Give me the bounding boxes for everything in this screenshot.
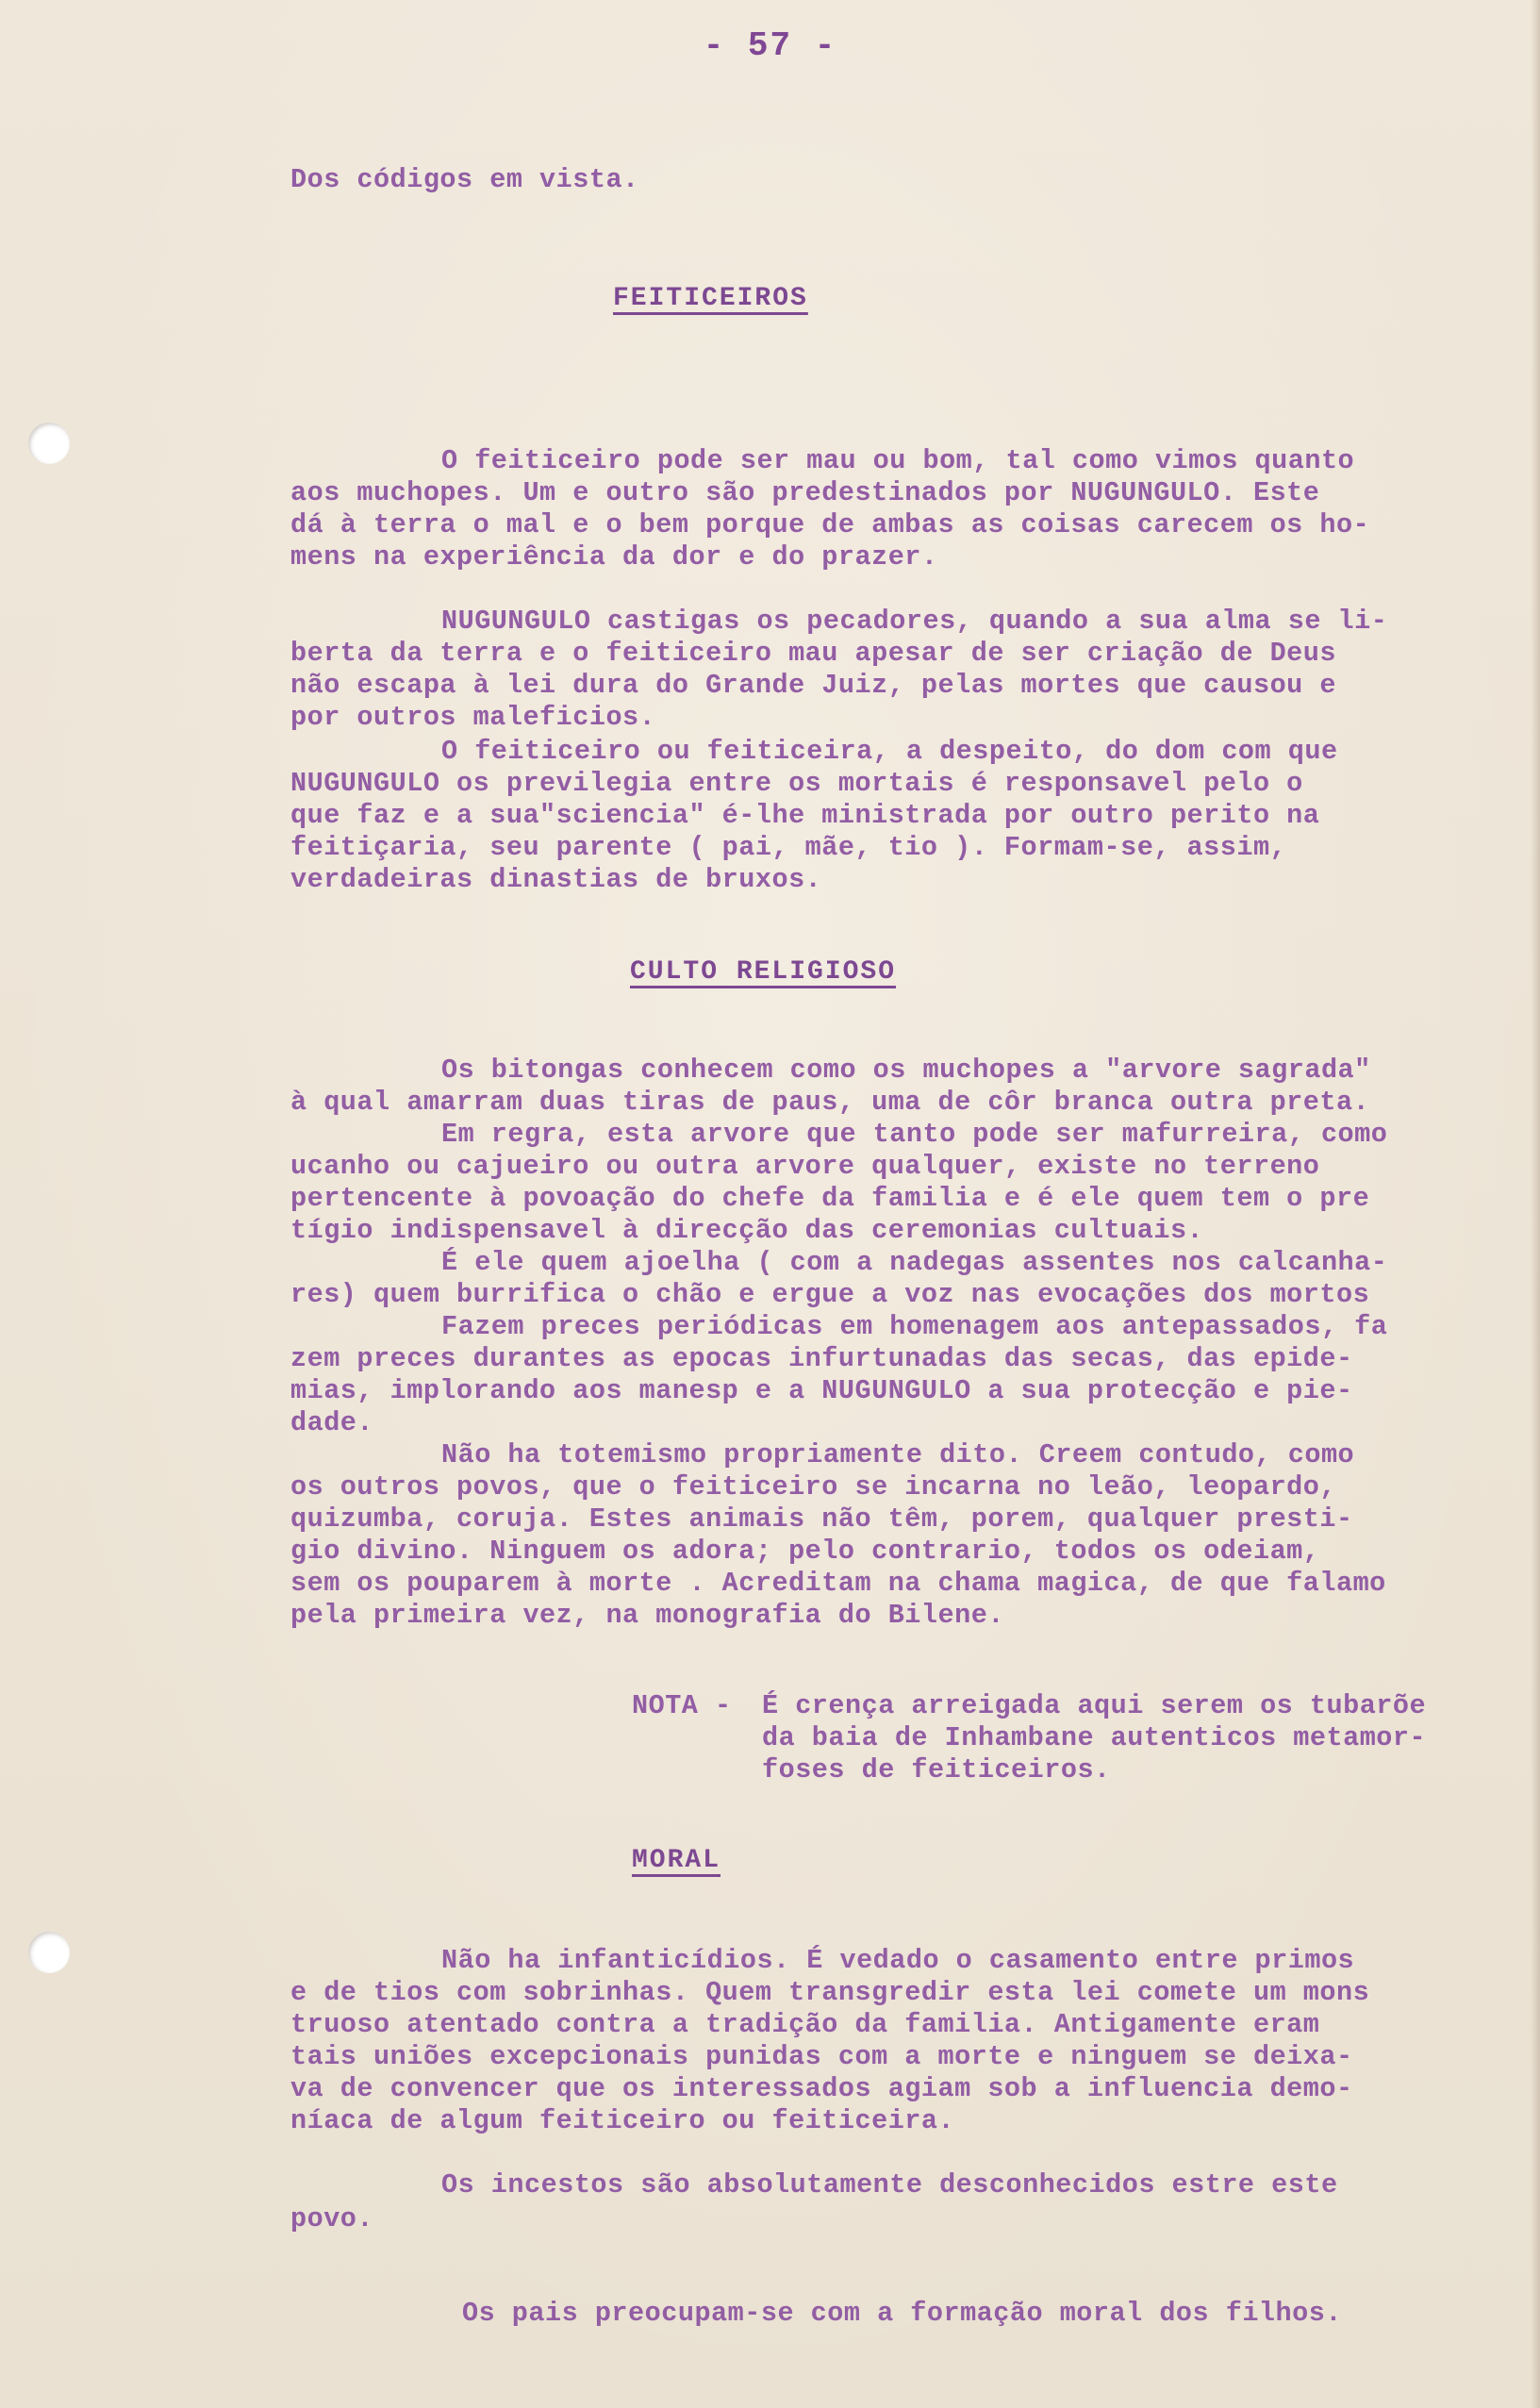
note-line: É crença arreigada aqui serem os tubarõe (762, 1690, 1427, 1721)
page-number: - 57 - (703, 26, 837, 65)
text-line: não escapa à lei dura do Grande Juiz, pelas mortes que causou e (290, 670, 1336, 701)
page-edge-shadow (1531, 0, 1540, 2408)
text-line: níaca de algum feiticeiro ou feiticeira. (290, 2105, 955, 2136)
text-line: sem os pouparem à morte . Acreditam na chama magica, de que falamo (290, 1568, 1386, 1599)
text-line: ucanho ou cajueiro ou outra arvore qualquer, existe no terreno (290, 1151, 1320, 1182)
text-line: gio divino. Ninguem os adora; pelo contrario, todos os odeiam, (290, 1536, 1320, 1567)
note-line: foses de feiticeiros. (762, 1754, 1111, 1785)
text-line: Os bitongas conhecem como os muchopes a "arvore sagrada" (441, 1055, 1371, 1086)
note-line: da baia de Inhambane autenticos metamor- (762, 1722, 1427, 1753)
text-line: à qual amarram duas tiras de paus, uma de côr branca outra preta. (290, 1087, 1370, 1118)
text-line: dade. (290, 1407, 374, 1438)
text-line: os outros povos, que o feiticeiro se incarna no leão, leopardo, (290, 1471, 1336, 1503)
text-line: dá à terra o mal e o bem porque de ambas as coisas carecem os ho- (290, 509, 1370, 540)
text-line: tais uniões excepcionais punidas com a morte e ninguem se deixa- (290, 2041, 1353, 2072)
text-line: pertencente à povoação do chefe da familia e é ele quem tem o pre (290, 1183, 1370, 1214)
text-line: quizumba, coruja. Estes animais não têm, porem, qualquer presti- (290, 1503, 1353, 1535)
text-line: O feiticeiro pode ser mau ou bom, tal como vimos quanto (441, 445, 1355, 476)
text-line: mens na experiência da dor e do prazer. (290, 541, 938, 573)
text-line: Os incestos são absolutamente desconhecidos estre este (441, 2169, 1338, 2200)
text-line: pela primeira vez, na monografia do Bilene. (290, 1600, 1004, 1631)
text-line: berta da terra e o feiticeiro mau apesar de ser criação de Deus (290, 638, 1336, 669)
text-line: povo. (290, 2203, 374, 2234)
text-line: va de convencer que os interessados agiam sob a influencia demo- (290, 2073, 1353, 2104)
text-line: Não ha totemismo propriamente dito. Creem contudo, como (441, 1439, 1355, 1470)
section-heading-feiticeiros: FEITICEIROS (613, 284, 808, 313)
intro-line: Dos códigos em vista. (290, 164, 639, 195)
section-heading-culto-religioso: CULTO RELIGIOSO (630, 957, 897, 987)
text-line: É ele quem ajoelha ( com a nadegas assentes nos calcanha- (441, 1247, 1388, 1278)
text-line: NUGUNGULO os previlegia entre os mortais é responsavel pelo o (290, 768, 1303, 799)
text-line: zem preces durantes as epocas infurtunadas das secas, das epide- (290, 1343, 1353, 1374)
punch-hole-bottom (28, 1932, 70, 1973)
text-line: verdadeiras dinastias de bruxos. (290, 864, 822, 895)
text-line: O feiticeiro ou feiticeira, a despeito, do dom com que (441, 736, 1338, 767)
text-line: feitiçaria, seu parente ( pai, mãe, tio ). Formam-se, assim, (290, 832, 1287, 863)
text-line: NUGUNGULO castigas os pecadores, quando a sua alma se li- (441, 606, 1388, 637)
text-line: Em regra, esta arvore que tanto pode ser mafurreira, como (441, 1119, 1388, 1150)
text-line: que faz e a sua"sciencia" é-lhe ministrada por outro perito na (290, 800, 1320, 831)
text-line: truoso atentado contra a tradição da familia. Antigamente eram (290, 2009, 1320, 2040)
text-line: res) quem burrifica o chão e ergue a voz nas evocações dos mortos (290, 1279, 1370, 1310)
text-line: Não ha infanticídios. É vedado o casamento entre primos (441, 1945, 1355, 1976)
text-line: Os pais preocupam-se com a formação moral dos filhos. (462, 2298, 1342, 2329)
text-line: mias, implorando aos manesp e a NUGUNGULO a sua protecção e pie- (290, 1375, 1353, 1406)
punch-hole-top (28, 423, 70, 464)
note-label: NOTA - (632, 1690, 732, 1721)
text-line: Fazem preces periódicas em homenagem aos antepassados, fa (441, 1311, 1388, 1342)
text-line: por outros maleficios. (290, 702, 656, 733)
text-line: aos muchopes. Um e outro são predestinados por NUGUNGULO. Este (290, 477, 1320, 508)
text-line: tígio indispensavel à direcção das ceremonias cultuais. (290, 1215, 1204, 1246)
text-line: e de tios com sobrinhas. Quem transgredir esta lei comete um mons (290, 1977, 1370, 2008)
section-heading-moral: MORAL (632, 1846, 721, 1875)
